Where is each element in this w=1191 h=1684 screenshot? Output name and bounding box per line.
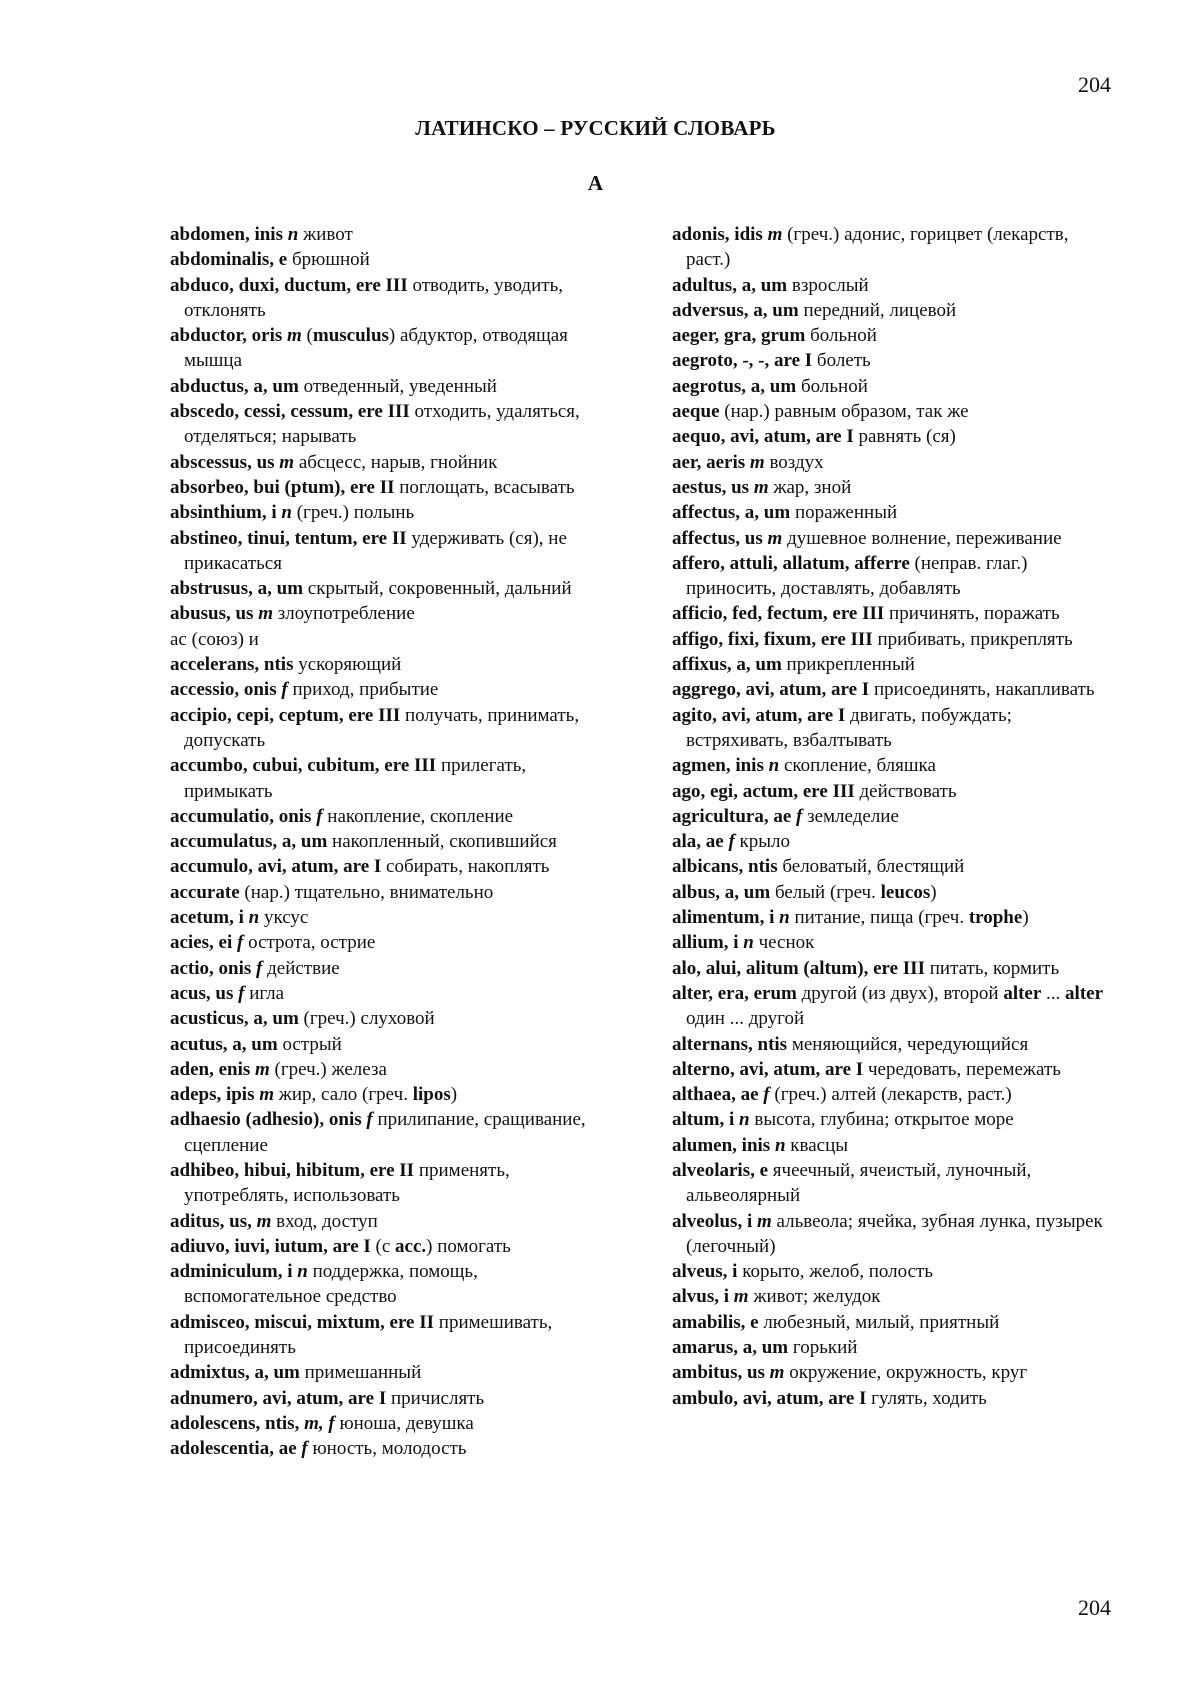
entry-definition: ) абдуктор, отводящая мышца	[184, 325, 568, 372]
entry-headword: althaea, ae	[672, 1084, 764, 1106]
entry-headword: allium, i	[672, 932, 744, 954]
entry-definition: крыло	[734, 831, 791, 853]
dictionary-entry	[672, 1284, 1112, 1309]
dictionary-entry	[170, 1082, 610, 1107]
dictionary-entry	[170, 981, 610, 1006]
entry-grammar: m	[287, 325, 302, 347]
entry-definition: (неправ. глаг.) приносить, доставлять, добавлять	[686, 552, 1028, 600]
entry-grammar: m	[767, 224, 783, 245]
entry-grammar: n	[297, 1261, 308, 1283]
entry-grammar: n	[774, 1134, 786, 1156]
dictionary-entry	[672, 323, 1112, 348]
entry-headword: trophe	[968, 907, 1023, 929]
entry-definition: болеть	[812, 350, 871, 372]
dictionary-entry	[170, 1057, 610, 1082]
entry-headword: aer, aeris	[672, 451, 750, 473]
entry-definition: игла	[244, 982, 285, 1004]
dictionary-entry	[170, 880, 610, 905]
entry-definition: воздух	[764, 451, 824, 473]
entry-grammar: f	[256, 957, 263, 979]
entry-headword: adversus, a, um	[672, 299, 799, 321]
dictionary-entry	[672, 1032, 1112, 1057]
dictionary-entry	[170, 1158, 610, 1209]
dictionary-entry	[672, 424, 1112, 449]
entry-headword: acutus, a, um	[170, 1033, 278, 1055]
dictionary-entry	[170, 1032, 610, 1057]
entry-definition: альвеола; ячейка, зубная лунка, пузырек (легочный)	[686, 1210, 1103, 1257]
dictionary-entry	[672, 1310, 1112, 1335]
entry-definition: (греч.) слуховой	[298, 1008, 435, 1030]
dictionary-entry	[672, 1107, 1112, 1132]
entry-headword: affixus, a, um	[672, 654, 782, 676]
entry-headword: alter	[1065, 982, 1104, 1004]
entry-definition: удерживать (ся), не прикасаться	[184, 527, 567, 574]
entry-headword: alumen, inis	[672, 1134, 775, 1156]
dictionary-entry	[170, 677, 610, 702]
dictionary-entry	[170, 323, 610, 374]
entry-definition: чеснок	[753, 932, 815, 954]
dictionary-entry	[672, 981, 1112, 1032]
entry-definition: квасцы	[785, 1134, 849, 1156]
dictionary-entry	[672, 526, 1112, 551]
entry-definition: прилипание, сращивание, сцепление	[184, 1109, 586, 1156]
entry-grammar: m, f	[304, 1412, 335, 1434]
entry-headword: amabilis, e	[672, 1311, 759, 1333]
entry-definition: (нар.) равным образом, так же	[719, 401, 969, 423]
entry-headword: adonis, idis	[672, 224, 768, 245]
dictionary-entry	[672, 677, 1112, 702]
entry-headword: agricultura, ae	[672, 805, 797, 827]
dictionary-entry	[672, 956, 1112, 981]
entry-definition: отходить, удаляться, отделяться; нарывать	[184, 401, 580, 448]
entry-definition: окружение, окружность, круг	[784, 1362, 1028, 1384]
entry-headword: abdominalis, e	[170, 249, 288, 271]
entry-headword: alo, alui, alitum (altum), ere III	[672, 957, 925, 979]
dictionary-entry	[672, 1133, 1112, 1158]
entry-headword: acusticus, a, um	[170, 1008, 299, 1030]
entry-definition: применять, употреблять, использовать	[184, 1159, 510, 1207]
dictionary-entry	[170, 829, 610, 854]
entry-definition: горький	[788, 1337, 858, 1359]
entry-grammar: m	[279, 451, 295, 473]
dictionary-entry	[170, 1234, 610, 1259]
entry-headword: abusus, us	[170, 603, 259, 625]
entry-definition: поглощать, всасывать	[394, 476, 575, 498]
entry-definition: (греч.) железа	[269, 1058, 387, 1080]
dictionary-entry	[672, 222, 1112, 273]
dictionary-entry	[170, 753, 610, 804]
entry-definition: отводить, уводить, отклонять	[184, 274, 563, 321]
entry-definition: острота, острие	[243, 932, 376, 954]
entry-grammar: f	[728, 831, 735, 853]
entry-headword: acetum, i	[170, 907, 249, 929]
entry-headword: acc.	[395, 1235, 427, 1257]
dictionary-entry	[170, 450, 610, 475]
dictionary-entry	[170, 804, 610, 829]
entry-definition: уксус	[259, 907, 309, 929]
dictionary-entry	[672, 1360, 1112, 1385]
entry-headword: adiuvo, iuvi, iutum, are I	[170, 1235, 371, 1257]
dictionary-entry	[170, 930, 610, 955]
entry-headword: abstineo, tinui, tentum, ere II	[170, 527, 407, 549]
entry-definition: присоединять, накапливать	[869, 679, 1095, 701]
entry-definition: больной	[805, 325, 877, 347]
dictionary-entry	[170, 1006, 610, 1031]
entry-headword: alternans, ntis	[672, 1033, 788, 1055]
entry-headword: amarus, a, um	[672, 1337, 789, 1359]
entry-headword: accumulatio, onis	[170, 805, 317, 827]
entry-definition: любезный, милый, приятный	[758, 1311, 1000, 1333]
dictionary-entry	[170, 374, 610, 399]
dictionary-entry	[170, 1436, 610, 1461]
dictionary-entry	[672, 1158, 1112, 1209]
dictionary-entry	[672, 1082, 1112, 1107]
dictionary-entry	[170, 222, 610, 247]
entry-definition: живот	[298, 224, 353, 245]
entry-headword: aegrotus, a, um	[672, 375, 797, 397]
dictionary-entry	[672, 753, 1112, 778]
entry-headword: affectus, a, um	[672, 502, 791, 524]
entry-grammar: f	[796, 805, 803, 827]
entry-headword: abductor, oris	[170, 325, 288, 347]
entry-definition: действие	[262, 957, 340, 979]
entry-definition: гулять, ходить	[866, 1387, 987, 1409]
entry-grammar: f	[763, 1084, 770, 1106]
dictionary-entry	[170, 576, 610, 601]
entry-definition: жар, зной	[768, 476, 852, 498]
dictionary-entry	[170, 1386, 610, 1411]
entry-headword: agito, avi, atum, are I	[672, 704, 846, 726]
entry-grammar: f	[238, 982, 245, 1004]
entry-headword: absorbeo, bui (ptum), ere II	[170, 476, 395, 498]
entry-headword: absinthium, i	[170, 502, 282, 524]
entry-headword: actio, onis	[170, 957, 257, 979]
entry-definition: )	[1022, 907, 1029, 929]
entry-definition: скопление, бляшка	[779, 755, 936, 777]
entry-definition: чередовать, перемежать	[863, 1058, 1061, 1080]
dictionary-entry	[170, 652, 610, 677]
entry-headword: affectus, us	[672, 527, 768, 549]
section-letter: A	[587, 171, 604, 195]
dictionary-entry	[170, 1310, 610, 1361]
entry-definition: ac (союз) и	[170, 628, 259, 650]
dictionary-entry	[672, 779, 1112, 804]
entry-definition: )	[930, 881, 937, 903]
entry-headword: aegroto, -, -, are I	[672, 350, 813, 372]
page-number-top: 204	[1078, 72, 1111, 97]
entry-definition: ускоряющий	[293, 654, 402, 676]
entry-definition: взрослый	[787, 274, 869, 296]
dictionary-entry	[170, 627, 610, 652]
entry-headword: aden, enis	[170, 1058, 255, 1080]
entry-definition: беловатый, блестящий	[777, 856, 965, 878]
entry-headword: alter	[1003, 982, 1042, 1004]
entry-definition: белый (греч.	[770, 881, 881, 903]
dictionary-entry	[170, 601, 610, 626]
entry-headword: adolescens, ntis,	[170, 1412, 305, 1434]
entry-definition: (с	[370, 1235, 396, 1257]
entry-headword: adhaesio (adhesio), onis	[170, 1109, 367, 1131]
entry-headword: leucos	[880, 881, 931, 903]
dictionary-entry	[170, 1107, 610, 1158]
entry-headword: alveolaris, e	[672, 1159, 769, 1181]
entry-headword: accumulo, avi, atum, are I	[170, 856, 382, 878]
entry-definition: жир, сало (греч.	[274, 1084, 413, 1106]
entry-definition: поддержка, помощь, вспомогательное средство	[184, 1261, 478, 1308]
entry-definition: брюшной	[287, 249, 370, 271]
dictionary-entry	[672, 880, 1112, 905]
entry-grammar: m	[749, 451, 765, 473]
dictionary-entry	[170, 399, 610, 450]
entry-headword: aequo, avi, atum, are I	[672, 426, 854, 448]
dictionary-entry	[672, 348, 1112, 373]
entry-definition: живот; желудок	[748, 1286, 881, 1308]
entry-definition: ) помогать	[426, 1235, 511, 1257]
entry-definition: примешанный	[299, 1362, 422, 1384]
entry-grammar: f	[301, 1438, 308, 1460]
entry-grammar: n	[739, 1109, 750, 1131]
entry-headword: affero, attuli, allatum, afferre	[672, 552, 910, 574]
entry-definition: юноша, девушка	[334, 1412, 474, 1434]
entry-headword: alvus, i	[672, 1286, 734, 1308]
entry-grammar: f	[316, 805, 323, 827]
entry-headword: adultus, a, um	[672, 274, 788, 296]
entry-headword: aeger, gra, grum	[672, 325, 806, 347]
entry-definition: душевное волнение, переживание	[782, 527, 1062, 549]
entry-grammar: n	[281, 502, 292, 524]
entry-definition: двигать, побуждать; встряхивать, взбалтывать	[686, 704, 1012, 751]
entry-headword: ago, egi, actum, ere III	[672, 780, 855, 802]
entry-headword: afficio, fed, fectum, ere III	[672, 603, 885, 625]
entry-headword: lipos	[412, 1084, 451, 1106]
entry-grammar: n	[779, 907, 790, 929]
entry-definition: накопление, скопление	[322, 805, 514, 827]
entry-grammar: m	[753, 476, 769, 498]
entry-definition: (греч.) алтей (лекарств, раст.)	[769, 1084, 1012, 1106]
entry-headword: aggrego, avi, atum, are I	[672, 679, 870, 701]
dictionary-entry	[672, 551, 1112, 602]
dictionary-entry	[170, 905, 610, 930]
entry-headword: agmen, inis	[672, 755, 769, 777]
entry-definition: отведенный, уведенный	[298, 375, 497, 397]
dictionary-entry	[170, 1259, 610, 1310]
entry-grammar: n	[287, 224, 299, 245]
dictionary-entry	[672, 273, 1112, 298]
entry-definition: передний, лицевой	[798, 299, 957, 321]
entry-headword: ambulo, avi, atum, are I	[672, 1387, 867, 1409]
entry-headword: adeps, ipis	[170, 1084, 260, 1106]
entry-headword: adnumero, avi, atum, are I	[170, 1387, 387, 1409]
entry-headword: alveolus, i	[672, 1210, 757, 1232]
entry-headword: abduco, duxi, ductum, ere III	[170, 274, 408, 296]
entry-grammar: m	[756, 1210, 772, 1232]
entry-definition: действовать	[854, 780, 957, 802]
entry-headword: accurate	[170, 881, 240, 903]
entry-grammar: m	[258, 603, 273, 625]
entry-definition: причинять, поражать	[884, 603, 1060, 625]
entry-definition: (	[301, 325, 313, 347]
entry-headword: altum, i	[672, 1109, 740, 1131]
entry-grammar: m	[256, 1210, 272, 1232]
entry-headword: abscessus, us	[170, 451, 280, 473]
entry-definition: вход, доступ	[271, 1210, 378, 1232]
entry-definition: один ... другой	[686, 1008, 805, 1030]
entry-definition: накопленный, скопившийся	[327, 831, 557, 853]
entry-headword: accumulatus, a, um	[170, 831, 328, 853]
entry-headword: accipio, cepi, ceptum, ere III	[170, 704, 401, 726]
entry-grammar: f	[237, 932, 244, 954]
dictionary-entry	[170, 273, 610, 324]
dictionary-entry	[672, 450, 1112, 475]
entry-headword: albicans, ntis	[672, 856, 778, 878]
dictionary-entry	[170, 247, 610, 272]
entry-grammar: n	[248, 907, 260, 929]
entry-headword: accelerans, ntis	[170, 654, 294, 676]
dictionary-entry	[170, 500, 610, 525]
dictionary-entry	[170, 526, 610, 577]
entry-definition: острый	[277, 1033, 342, 1055]
dictionary-entry	[170, 854, 610, 879]
entry-grammar: m	[767, 527, 783, 549]
dictionary-entry	[672, 854, 1112, 879]
entry-definition: земледелие	[802, 805, 899, 827]
entry-headword: ambitus, us	[672, 1362, 770, 1384]
entry-headword: ala, ae	[672, 831, 729, 853]
dictionary-entry	[672, 905, 1112, 930]
entry-definition: абсцесс, нарыв, гнойник	[294, 451, 498, 473]
dictionary-entry	[672, 930, 1112, 955]
entry-grammar: f	[281, 679, 288, 701]
entry-definition: прикрепленный	[781, 654, 915, 676]
entry-definition: ячеечный, ячеистый, луночный, альвеолярный	[686, 1159, 1032, 1207]
dictionary-entry	[672, 399, 1112, 424]
entry-definition: (греч.) полынь	[291, 502, 415, 524]
entry-definition: корыто, желоб, полость	[737, 1261, 934, 1283]
dictionary-entry	[672, 804, 1112, 829]
entry-grammar: m	[259, 1084, 275, 1106]
entry-definition: больной	[796, 375, 868, 397]
entry-grammar: n	[743, 932, 754, 954]
entry-headword: adminiculum, i	[170, 1261, 298, 1283]
entry-grammar: m	[769, 1362, 785, 1384]
dictionary-entry	[672, 652, 1112, 677]
entry-definition: )	[450, 1084, 458, 1106]
entry-definition: получать, принимать, допускать	[184, 704, 580, 751]
entry-grammar: n	[768, 755, 780, 777]
entry-definition: примешивать, присоединять	[184, 1311, 553, 1359]
entry-headword: affigo, fixi, fixum, ere III	[672, 628, 873, 650]
entry-headword: abductus, a, um	[170, 375, 299, 397]
dictionary-entry	[672, 500, 1112, 525]
entry-headword: alveus, i	[672, 1261, 738, 1283]
entry-headword: admisceo, miscui, mixtum, ere II	[170, 1311, 435, 1333]
entry-headword: acies, ei	[170, 932, 238, 954]
entry-definition: (греч.) адонис, горицвет (лекарств, раст.)	[686, 224, 1069, 271]
dictionary-entry	[672, 298, 1112, 323]
entry-headword: aeque	[672, 401, 720, 423]
entry-headword: alterno, avi, atum, are I	[672, 1058, 864, 1080]
dictionary-entry	[672, 601, 1112, 626]
entry-headword: accessio, onis	[170, 679, 282, 701]
entry-headword: adhibeo, hibui, hibitum, ere II	[170, 1159, 415, 1181]
entry-headword: alter, era, erum	[672, 982, 797, 1004]
entry-headword: abscedo, cessi, cessum, ere III	[170, 401, 410, 423]
entry-definition: питание, пища (греч.	[789, 907, 969, 929]
dictionary-entry	[672, 1057, 1112, 1082]
entry-definition: (нар.) тщательно, внимательно	[239, 881, 494, 903]
dictionary-entry	[672, 1259, 1112, 1284]
entry-definition: пораженный	[790, 502, 898, 524]
entry-grammar: m	[255, 1058, 270, 1080]
dictionary-entry	[672, 475, 1112, 500]
dictionary-entry	[672, 703, 1112, 754]
dictionary-entry	[672, 627, 1112, 652]
dictionary-entry	[170, 1209, 610, 1234]
entry-headword: acus, us	[170, 982, 239, 1004]
entry-definition: прибивать, прикреплять	[872, 628, 1073, 650]
entry-headword: accumbo, cubui, cubitum, ere III	[170, 755, 437, 777]
right-column	[672, 222, 1112, 1411]
dictionary-entry	[672, 1335, 1112, 1360]
entry-definition: скрытый, сокровенный, дальний	[303, 578, 572, 600]
entry-definition: злоупотребление	[272, 603, 415, 625]
entry-definition: питать, кормить	[924, 957, 1060, 979]
entry-definition: юность, молодость	[307, 1438, 467, 1460]
entry-definition: меняющийся, чередующийся	[787, 1033, 1029, 1055]
entry-headword: musculus	[312, 325, 389, 347]
entry-headword: admixtus, a, um	[170, 1362, 300, 1384]
entry-headword: abstrusus, a, um	[170, 578, 304, 600]
entry-definition: другой (из двух), второй	[796, 982, 1004, 1004]
dictionary-entry	[672, 374, 1112, 399]
dictionary-entry	[170, 1360, 610, 1385]
left-column	[170, 222, 610, 1462]
dictionary-entry	[170, 956, 610, 981]
entry-grammar: f	[366, 1109, 373, 1131]
entry-grammar: m	[733, 1286, 749, 1308]
entry-definition: равнять (ся)	[853, 426, 956, 448]
dictionary-entry	[672, 829, 1112, 854]
dictionary-entry	[170, 1411, 610, 1436]
entry-definition: ...	[1041, 982, 1066, 1004]
page-title: ЛАТИНСКО – РУССКИЙ СЛОВАРЬ	[415, 116, 776, 140]
entry-definition: высота, глубина; открытое море	[749, 1109, 1014, 1131]
page-number-bottom: 204	[1078, 1595, 1111, 1620]
entry-headword: abdomen, inis	[170, 224, 288, 245]
entry-definition: собирать, накоплять	[381, 856, 550, 878]
entry-headword: aditus, us,	[170, 1210, 257, 1232]
entry-definition: приход, прибытие	[287, 679, 439, 701]
entry-definition: причислять	[386, 1387, 485, 1409]
entry-headword: albus, a, um	[672, 881, 771, 903]
dictionary-entry	[170, 475, 610, 500]
entry-headword: alimentum, i	[672, 907, 780, 929]
entry-headword: aestus, us	[672, 476, 754, 498]
entry-headword: adolescentia, ae	[170, 1438, 302, 1460]
dictionary-entry	[672, 1209, 1112, 1260]
dictionary-entry	[170, 703, 610, 754]
entry-definition: прилегать, примыкать	[184, 755, 527, 802]
dictionary-entry	[672, 1386, 1112, 1411]
